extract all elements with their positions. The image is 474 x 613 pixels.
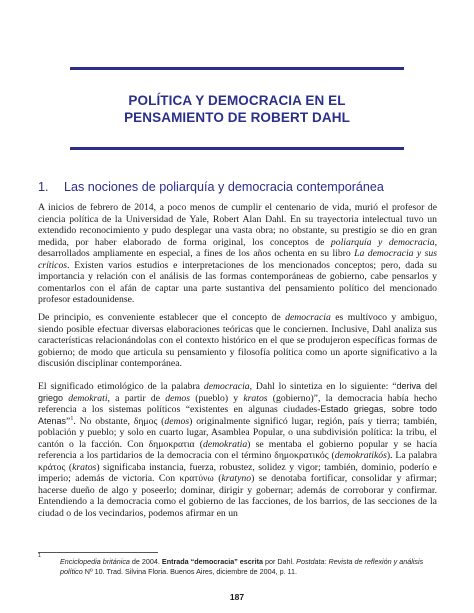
p3-ag: kratyno [221, 473, 252, 485]
p3-b: democracia [203, 381, 250, 392]
p3-ah: ) se denotaba fortificar, consolidar y afirmar; hacerse dueño de algo y poseerlo; dominar, dirigir y gobernar; además de corroborar y confirmar. Entendiendo a la democracia como el gobierno de las facciones, de los barrios, de las secciones de la ciudad o de los vecindarios, podemos afirmar en un [38, 473, 437, 520]
p3-w: δημοκρατικός [274, 450, 329, 462]
p3-af: ( [213, 473, 222, 485]
p3-ad: ) significaba instancia, fuerza, robustez, solidez y vigor; también, dominio, poderío e imperio; además de victoria. Con [38, 461, 437, 485]
p3-p: ( [157, 415, 165, 427]
p3-u: demokratia [203, 438, 248, 450]
paragraph-1-italic-concepts: poliarquía y democracia [330, 236, 435, 248]
p3-z: ). La palabra [386, 450, 437, 462]
p3-k: (gobierno)”, la democracia había hecho referencia a los sistemas políticos “existentes en algunas ciudades- [38, 392, 437, 416]
paragraph-1-italic-book: La democracia y sus críticos [38, 248, 437, 271]
p3-n: . No obstante, [73, 415, 134, 427]
fn-e: Postdata: Revista de reflexión y análisis político [60, 557, 424, 576]
fn-c: Entrada “democracia” escrita [161, 557, 263, 566]
p3-aa: κράτος [38, 461, 66, 473]
footnote-reference[interactable]: 1 [70, 415, 74, 422]
p3-ac: kratos [72, 461, 97, 473]
p3-h: demos [165, 392, 191, 404]
p3-s: δημοκρατια [148, 438, 195, 450]
p3-a: El significado etimológico de la palabra [38, 381, 204, 392]
footnote-text [60, 557, 437, 576]
p3-ab: ( [65, 461, 73, 473]
page-number: 187 [229, 592, 245, 602]
p3-d: deriva del griego [38, 381, 437, 403]
paragraph-1 [38, 202, 437, 317]
p3-r: ) originalmente significó lugar, región, país y tierra; también, población y pueblo; y solo en cuarto lugar, Asamblea Popular, o una subdivisión política: la tribu, el cantón o la facción. Con [38, 415, 437, 450]
paragraph-2-text-c: es multívoco y ambiguo, siendo posible efectuar diversas elaboraciones teóricas que le conciernen. Inclusive, Dahl analiza sus características relacionándolas con el contexto histórico en el que se produjeron específicas formas de gobierno; de modo que articula su pensamiento y filosofía política como un aporte significativo a la discusión disciplinar contemporánea. [38, 312, 437, 370]
p3-x: ( [328, 450, 335, 462]
p3-g: , a partir de [107, 392, 166, 404]
p3-f: demokrati [68, 392, 108, 404]
p3-c: , Dahl lo sintetiza en lo siguiente: “ [249, 381, 397, 392]
p3-l: Estado griegas, sobre todo Atenas [38, 404, 437, 426]
section-number: 1. [38, 180, 49, 194]
title-rule-bottom [70, 147, 404, 150]
fn-f: Nº 10. Trad. Silvina Floria. Buenos Aires, diciembre de 2004, p. 11. [82, 566, 298, 576]
p3-q: demos [164, 415, 190, 427]
paragraph-2-text-a: De principio, es conveniente establecer que el concepto de [38, 312, 286, 323]
paragraph-2-italic: democracia [285, 312, 331, 323]
p3-v: ) se mentaba el gobierno popular y se hacía referencia a los partidarios de la democracia con el término [38, 438, 438, 462]
page-title [70, 92, 404, 126]
title-rule-top [70, 67, 404, 70]
section-title: Las nociones de poliarquía y democracia contemporánea [64, 180, 384, 194]
paragraph-2 [38, 312, 437, 381]
title-line-1: POLÍTICA Y DEMOCRACIA EN EL [128, 93, 346, 108]
section-heading [38, 180, 438, 194]
footnote-divider [38, 552, 158, 553]
p3-j: kratos [243, 392, 268, 404]
p3-i: (pueblo) y [190, 392, 244, 404]
fn-d: por Dahl. [262, 557, 297, 566]
fn-b: de 2004. [129, 557, 162, 566]
paragraph-1-text-a: A inicios de febrero de 2014, a poco menos de cumplir el centenario de vida, murió el profesor de ciencia política de la Universidad de Yale, Robert Alan Dahl. En su trayectoria intelectual tuvo un extendido reconocimiento y pudo desplegar una vasta obra; no obstante, su prestigio se dio en gran medida, por haber elaborado de forma original, los conceptos de [38, 202, 437, 248]
p3-ae: κρατύνω [179, 473, 214, 485]
fn-a: Enciclopedia británica [60, 557, 130, 566]
paragraph-3 [38, 381, 437, 531]
p3-m: ” [66, 415, 71, 427]
footnote: 1 Enciclopedia británica de 2004. Entrada “democracia” escrita por Dahl. Postdata: Revista de reflexión y análisis político Nº 10. Trad. Silvina Floria. Buenos Aires, diciembre de 2004, p. 11. [38, 557, 437, 576]
title-line-2: PENSAMIENTO DE ROBERT DAHL [124, 110, 350, 125]
p3-t: ( [194, 438, 204, 450]
paragraph-1-text-e: . Existen varios estudios e interpretaciones de los mencionados conceptos; pero, dada su importancia y relación con el análisis de las formas contemporáneas de gobierno, cabe pensarlos y comentarlos con el afán de captar una parte sustantiva del pensamiento político del mencionado profesor estadounidense. [38, 259, 437, 306]
p3-o: δημος [133, 415, 158, 427]
paragraph-1-text-c: , desarrollados ampliamente en especial, a fines de los años ochenta en su libro [38, 236, 437, 260]
p3-y: demokratikós [334, 450, 387, 462]
